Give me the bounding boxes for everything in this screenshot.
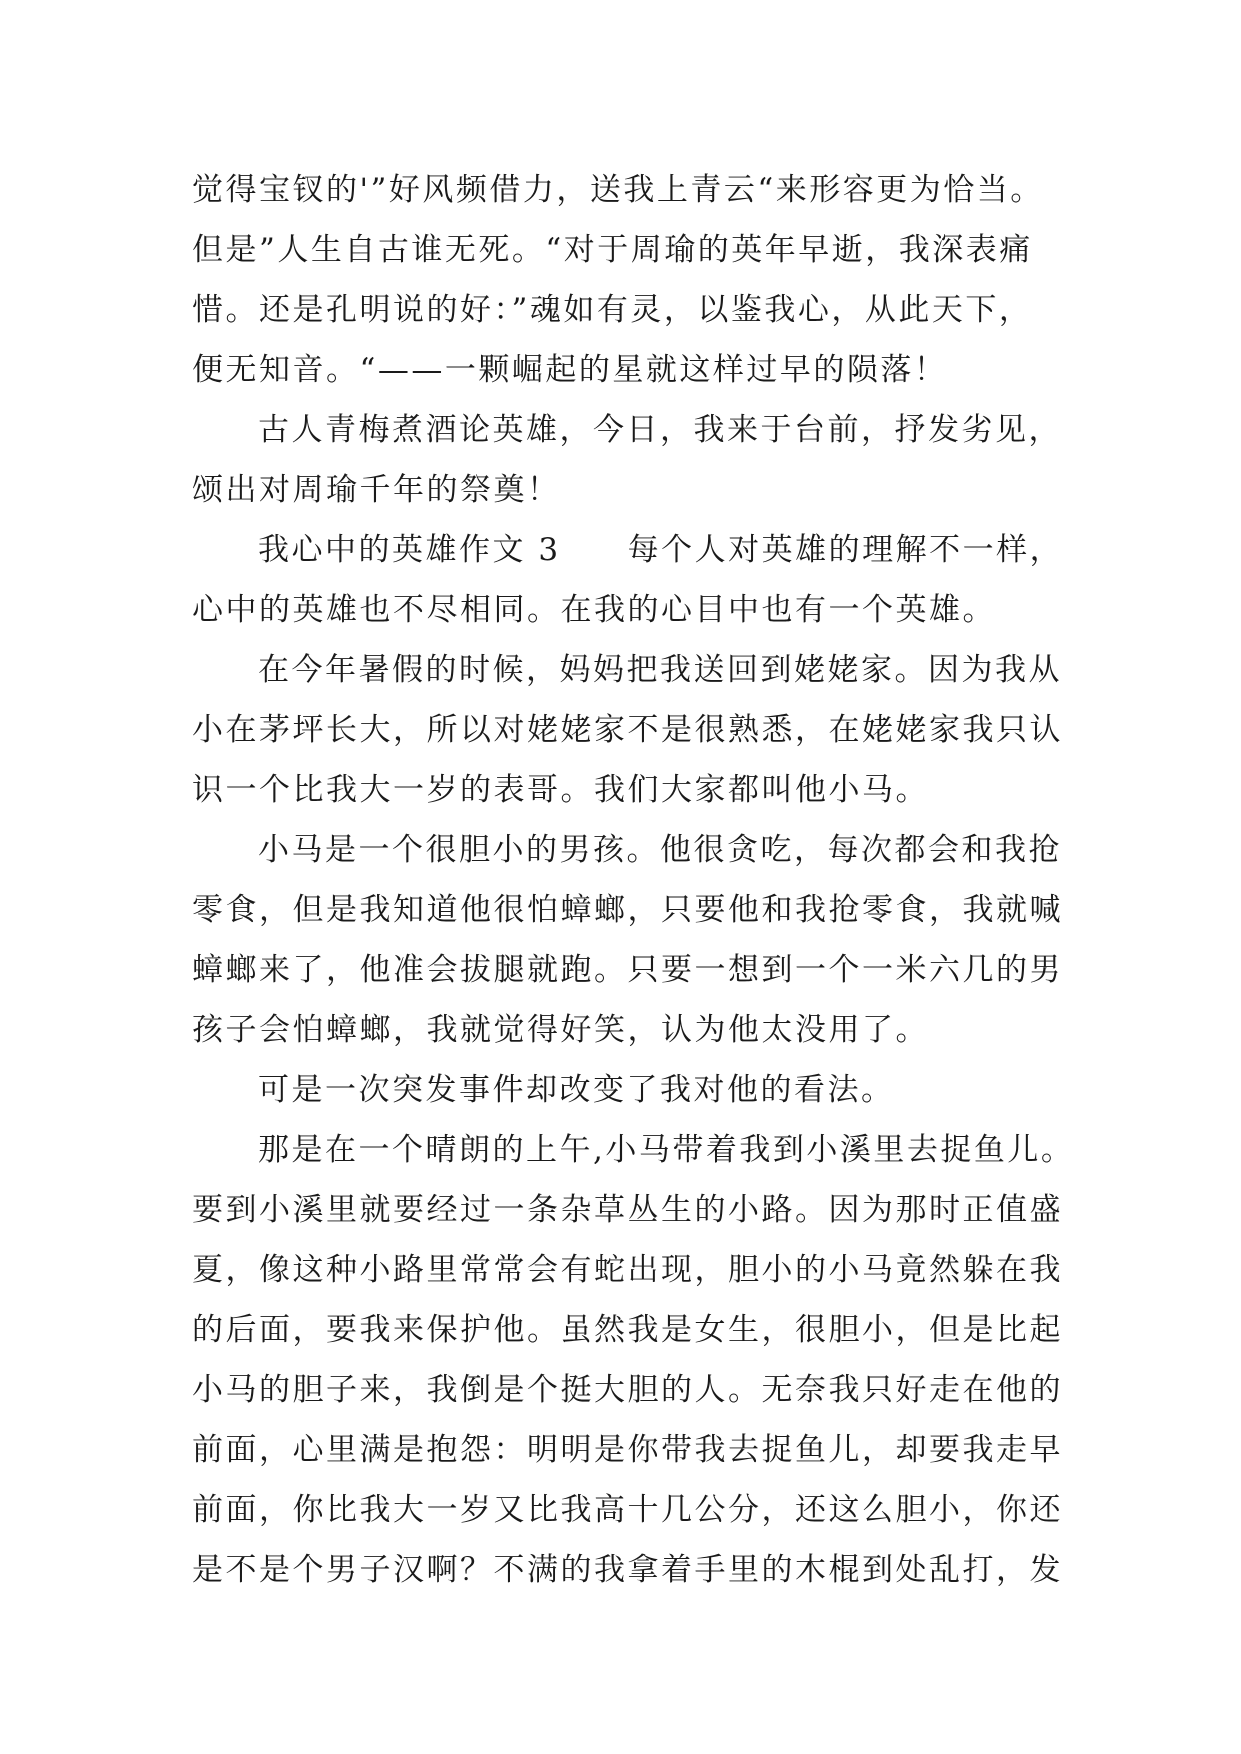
paragraph-first-line: 可是一次突发事件却改变了我对他的看法。: [258, 1072, 895, 1108]
text-line: 零食，但是我知道他很怕蟑螂，只要他和我抢零食，我就喊: [192, 892, 1063, 928]
paragraph-first-line: 那是在一个晴朗的上午,小马带着我到小溪里去捉鱼儿。: [258, 1132, 1075, 1168]
text-line: 觉得宝钗的'”好风频借力，送我上青云“来形容更为恰当。: [192, 172, 1044, 208]
paragraph-first-line: 我心中的英雄作文 3 每个人对英雄的理解不一样，: [258, 532, 1064, 568]
text-line: 惜。还是孔明说的好：”魂如有灵，以鉴我心，从此天下，: [192, 292, 1033, 328]
text-line: 心中的英雄也不尽相同。在我的心目中也有一个英雄。: [192, 592, 996, 628]
document-body: [192, 160, 1075, 1600]
text-line: 识一个比我大一岁的表哥。我们大家都叫他小马。: [192, 772, 929, 808]
text-line: 蟑螂来了，他准会拔腿就跑。只要一想到一个一米六几的男: [192, 952, 1063, 988]
paragraph-first-line: 在今年暑假的时候，妈妈把我送回到姥姥家。因为我从: [258, 652, 1062, 688]
paragraph-first-line: 古人青梅煮酒论英雄，今日，我来于台前，抒发劣见，: [258, 412, 1062, 448]
text-line: 的后面，要我来保护他。虽然我是女生，很胆小，但是比起: [192, 1312, 1063, 1348]
text-line: 便无知音。“——一颗崛起的星就这样过早的陨落！: [192, 352, 948, 388]
text-line: 前面，你比我大一岁又比我高十几公分，还这么胆小，你还: [192, 1492, 1063, 1528]
text-line: 但是”人生自古谁无死。“对于周瑜的英年早逝，我深表痛: [192, 232, 1033, 268]
text-line: 前面，心里满是抱怨：明明是你带我去捉鱼儿，却要我走早: [192, 1432, 1063, 1468]
text-line: 小马的胆子来，我倒是个挺大胆的人。无奈我只好走在他的: [192, 1372, 1063, 1408]
text-line: 孩子会怕蟑螂，我就觉得好笑，认为他太没用了。: [192, 1012, 929, 1048]
paragraph-first-line: 小马是一个很胆小的男孩。他很贪吃，每次都会和我抢: [258, 832, 1062, 868]
text-line: 要到小溪里就要经过一条杂草丛生的小路。因为那时正值盛: [192, 1192, 1063, 1228]
text-line: 颂出对周瑜千年的祭奠！: [192, 472, 561, 508]
text-line: 小在茅坪长大，所以对姥姥家不是很熟悉，在姥姥家我只认: [192, 712, 1063, 748]
text-line: 夏，像这种小路里常常会有蛇出现，胆小的小马竟然躲在我: [192, 1252, 1063, 1288]
text-line: 是不是个男子汉啊？不满的我拿着手里的木棍到处乱打，发: [192, 1552, 1063, 1588]
